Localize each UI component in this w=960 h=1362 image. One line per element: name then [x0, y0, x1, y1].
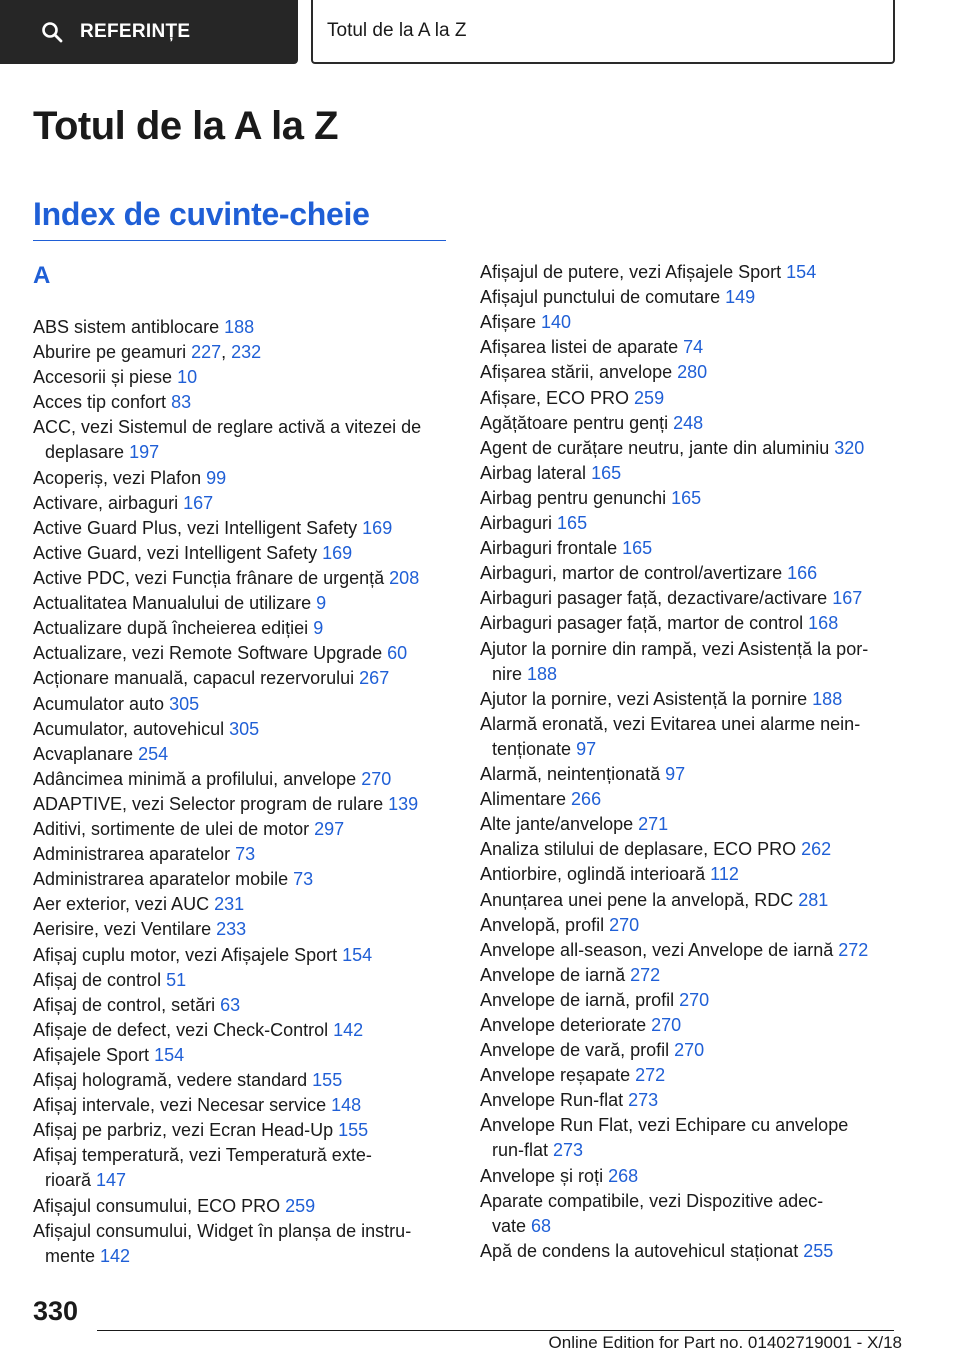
- index-entry: [480, 260, 900, 285]
- page-link[interactable]: 297: [314, 819, 345, 839]
- page-link[interactable]: 188: [224, 317, 255, 337]
- index-entry: [480, 837, 900, 862]
- page-link[interactable]: 208: [389, 568, 420, 588]
- index-entry: [480, 511, 900, 536]
- page-link[interactable]: 148: [331, 1095, 362, 1116]
- index-entry-text: Acționare manuală, capacul rezervorului: [33, 668, 360, 689]
- index-entry: [480, 561, 900, 586]
- index-entry: [480, 461, 900, 486]
- index-entry: [480, 913, 900, 938]
- page-link[interactable]: 271: [638, 814, 669, 835]
- page-link[interactable]: 188: [527, 663, 558, 684]
- index-entry: [480, 888, 900, 913]
- page-link[interactable]: 320: [834, 437, 865, 458]
- index-entry-text: Activare, airbaguri: [33, 492, 184, 513]
- page-link[interactable]: 266: [571, 789, 602, 810]
- page-link[interactable]: 270: [651, 1015, 682, 1035]
- page-title: Totul de la A la Z: [33, 104, 339, 148]
- index-entry: [33, 1143, 453, 1193]
- page-link[interactable]: 97: [665, 764, 686, 784]
- index-entry-text: Alimentare: [480, 789, 572, 810]
- index-entry-text: Anvelope de iarnă: [480, 964, 631, 985]
- section-title: Index de cuvinte-cheie: [33, 196, 370, 232]
- index-entry-text: Afișajul punctului de comutare: [480, 287, 726, 308]
- index-entry-text: Actualizare după încheierea ediției: [33, 618, 314, 639]
- index-entry-text: nire: [492, 663, 528, 684]
- chapter-tab-label: Totul de la A la Z: [327, 20, 467, 41]
- index-entry-text: Acvaplanare: [33, 743, 139, 764]
- index-entry-text: Anvelope de vară, profil: [480, 1040, 675, 1061]
- index-entry-text: Aburire pe geamuri: [33, 342, 192, 363]
- index-entry-text: ADAPTIVE, vezi Selector program de rulare: [33, 793, 389, 814]
- page-link[interactable]: 254: [138, 743, 169, 764]
- index-entry-text: Airbaguri pasager față, martor de control: [480, 613, 809, 634]
- section-divider: [33, 240, 446, 241]
- index-entry: [33, 491, 453, 516]
- index-entry: [33, 516, 453, 541]
- index-entry-text: Afișaj de control, setări: [33, 994, 221, 1015]
- page-link[interactable]: 51: [166, 969, 187, 990]
- index-entry: [480, 637, 900, 687]
- index-entry: [33, 616, 453, 641]
- index-entry-text: Anunțarea unei pene la anvelopă, RDC: [480, 889, 799, 910]
- index-entry: [480, 963, 900, 988]
- index-entry: [33, 842, 453, 867]
- index-entry-text: Aer exterior, vezi AUC: [33, 894, 215, 915]
- index-entry-text: Anvelope de iarnă, profil: [480, 989, 680, 1010]
- index-entry: [480, 611, 900, 636]
- index-entry: [480, 1189, 900, 1239]
- page-link[interactable]: 155: [338, 1120, 369, 1141]
- index-entry: [480, 360, 900, 385]
- index-entry-text: Anvelope all-season, vezi Anvelope de iarnă: [480, 939, 839, 960]
- page-link[interactable]: 97: [576, 738, 597, 759]
- index-entry-text: Afișaj cuplu motor, vezi Afișajele Sport: [33, 944, 343, 965]
- index-entry: [480, 988, 900, 1013]
- index-entry: [480, 812, 900, 837]
- references-tab[interactable]: [0, 0, 298, 64]
- page-link[interactable]: 165: [557, 513, 588, 533]
- index-entry-text: Analiza stilului de deplasare, ECO PRO: [480, 839, 802, 860]
- index-entry-text: ACC, vezi Sistemul de reglare activă a vitezei de: [33, 417, 422, 438]
- page-link[interactable]: 305: [169, 693, 200, 714]
- page-link[interactable]: 188: [812, 688, 843, 709]
- index-entry: [480, 938, 900, 963]
- search-icon: [40, 20, 64, 44]
- page-link[interactable]: 270: [609, 914, 640, 935]
- index-entry: [480, 310, 900, 335]
- index-entry: [480, 1239, 900, 1264]
- index-entry: [480, 386, 900, 411]
- index-entry: [480, 1013, 900, 1038]
- index-entry-text: Acumulator auto: [33, 693, 170, 714]
- page-link[interactable]: 83: [171, 392, 192, 413]
- page-link[interactable]: 281: [798, 889, 829, 910]
- index-entry: [33, 415, 453, 465]
- page-link[interactable]: 68: [531, 1215, 552, 1236]
- index-entry-text: Afișare: [480, 312, 542, 333]
- page-link[interactable]: 232: [231, 342, 262, 363]
- page-link[interactable]: 74: [683, 337, 704, 358]
- index-entry: [33, 767, 453, 792]
- index-entry-text: Airbaguri pasager față, dezactivare/activare: [480, 588, 833, 609]
- index-entry-text: Acces tip confort: [33, 392, 172, 413]
- index-entry-text: Aparate compatibile, vezi Dispozitive adec-: [480, 1190, 824, 1211]
- page-link[interactable]: 248: [673, 412, 704, 433]
- page-link[interactable]: 9: [316, 593, 327, 614]
- index-entry-text: Anvelope Run Flat, vezi Echipare cu anvelope: [480, 1115, 849, 1136]
- page-link[interactable]: 262: [801, 839, 832, 860]
- index-entry: [33, 742, 453, 767]
- index-entry-text: Agent de curățare neutru, jante din aluminiu: [480, 437, 835, 458]
- page-link[interactable]: 227: [191, 342, 222, 363]
- page-link[interactable]: 267: [359, 668, 390, 689]
- index-entry: [480, 1088, 900, 1113]
- page-link[interactable]: 165: [671, 487, 702, 508]
- index-entry-text: Alte jante/anvelope: [480, 814, 639, 835]
- index-entry: [480, 712, 900, 762]
- page-link[interactable]: 73: [293, 869, 314, 890]
- index-entry-text: deplasare: [45, 442, 130, 463]
- index-entry-text: Afișaj pe parbriz, vezi Ecran Head-Up: [33, 1120, 339, 1141]
- index-entry: [480, 687, 900, 712]
- page-link[interactable]: 154: [786, 262, 817, 282]
- index-entry-text: Apă de condens la autovehicul staționat: [480, 1240, 804, 1261]
- index-entry-text: Afișaj temperatură, vezi Temperatură exte-: [33, 1145, 372, 1166]
- page-link[interactable]: 270: [361, 768, 392, 789]
- index-entry: [480, 862, 900, 887]
- page-link[interactable]: 140: [541, 312, 572, 333]
- index-entry: [480, 1113, 900, 1163]
- index-entry-text: Active PDC, vezi Funcția frânare de urgență: [33, 568, 390, 588]
- index-entry-text: Afișajul consumului, Widget în planșa de instru-: [33, 1220, 412, 1241]
- index-entry-text: Airbaguri frontale: [480, 538, 623, 559]
- index-entry: [33, 365, 453, 390]
- index-entry-text: Administrarea aparatelor mobile: [33, 869, 294, 890]
- index-entry: [33, 1219, 453, 1269]
- page-link[interactable]: 63: [220, 994, 241, 1015]
- page-link[interactable]: 99: [206, 467, 227, 488]
- chapter-tab[interactable]: [311, 0, 895, 64]
- page-link[interactable]: 142: [333, 1019, 364, 1040]
- page-link[interactable]: 280: [677, 362, 708, 383]
- index-entry: [480, 586, 900, 611]
- page-link[interactable]: 165: [591, 462, 622, 483]
- page-link[interactable]: 165: [622, 538, 653, 559]
- index-entry-text: Airbaguri: [480, 513, 558, 533]
- page-link[interactable]: 142: [100, 1245, 131, 1266]
- page-link[interactable]: 155: [312, 1070, 343, 1090]
- page-link[interactable]: 149: [725, 287, 756, 308]
- page-link[interactable]: 10: [177, 367, 198, 388]
- page-link[interactable]: 231: [214, 894, 245, 915]
- index-entry: [33, 968, 453, 993]
- index-entry-text: Anvelopă, profil: [480, 914, 610, 935]
- index-entry-text: Airbag lateral: [480, 462, 592, 483]
- page-link[interactable]: 147: [96, 1170, 127, 1191]
- index-entry-text: Alarmă, neintenționată: [480, 764, 666, 784]
- index-entry-text: Adâncimea minimă a profilului, anvelope: [33, 768, 362, 789]
- index-entry-text: Active Guard, vezi Intelligent Safety: [33, 542, 323, 563]
- index-entry: [33, 541, 453, 566]
- index-entry-text: Anvelope Run-flat: [480, 1090, 629, 1111]
- index-entry-text: Anvelope deteriorate: [480, 1015, 652, 1035]
- index-entry-text: Antiorbire, oglindă interioară: [480, 864, 711, 885]
- index-letter: A: [33, 262, 51, 289]
- edition-note: Online Edition for Part no. 01402719001 - X/18: [548, 1333, 902, 1352]
- page-link[interactable]: 169: [322, 542, 353, 563]
- index-entry-text: Afișarea listei de aparate: [480, 337, 684, 358]
- page-link[interactable]: 168: [808, 613, 839, 634]
- index-entry: [33, 641, 453, 666]
- index-entry-text: tenționate: [492, 738, 577, 759]
- index-entry-text: Ajutor la pornire, vezi Asistență la pornire: [480, 688, 813, 709]
- index-entry: Aburire pe geamuri 227, 232: [33, 342, 262, 363]
- index-entry-text: Ajutor la pornire din rampă, vezi Asistență la por-: [480, 638, 869, 659]
- page-link[interactable]: 233: [216, 919, 247, 940]
- index-entry-text: mente: [45, 1245, 101, 1266]
- page-link[interactable]: 139: [388, 793, 419, 814]
- page-link[interactable]: 73: [235, 844, 256, 865]
- page-number: 330: [33, 1296, 79, 1326]
- index-entry: [33, 315, 453, 340]
- index-entry-text: Airbag pentru genunchi: [480, 487, 672, 508]
- page-link[interactable]: 9: [313, 618, 324, 639]
- footer-divider: [97, 1330, 894, 1331]
- index-entry-text: Aerisire, vezi Ventilare: [33, 919, 217, 940]
- index-entry: [480, 762, 900, 787]
- index-entry: [33, 892, 453, 917]
- index-entry-text: Aditivi, sortimente de ulei de motor: [33, 819, 315, 839]
- index-entry: [33, 566, 453, 591]
- index-entry-text: Agățătoare pentru genți: [480, 412, 674, 433]
- index-entry: [33, 1068, 453, 1093]
- index-entry-text: Actualitatea Manualului de utilizare: [33, 593, 317, 614]
- index-entry-text: Afișajul consumului, ECO PRO: [33, 1195, 286, 1216]
- index-entry: [33, 917, 453, 942]
- index-entry: [33, 1018, 453, 1043]
- index-entry-text: Anvelope reșapate: [480, 1065, 636, 1086]
- page-link[interactable]: 154: [342, 944, 373, 965]
- page-link[interactable]: 272: [838, 939, 869, 960]
- index-entry: [33, 817, 453, 842]
- index-entry-text: Acoperiș, vezi Plafon: [33, 467, 207, 488]
- index-entry: [33, 717, 453, 742]
- index-entry-text: Afișare, ECO PRO: [480, 387, 635, 408]
- page-link[interactable]: 268: [608, 1165, 639, 1186]
- index-entry: [480, 411, 900, 436]
- index-entry-text: Afișajele Sport: [33, 1044, 155, 1065]
- page-link[interactable]: 272: [630, 964, 661, 985]
- index-entry: [33, 466, 453, 491]
- index-entry-text: Administrarea aparatelor: [33, 844, 236, 865]
- page-link[interactable]: 169: [362, 517, 393, 538]
- index-entry: [480, 536, 900, 561]
- index-entry-text: Acumulator, autovehicul: [33, 718, 230, 739]
- index-entry-text: Afișajul de putere, vezi Afișajele Sport: [480, 262, 787, 282]
- index-entry-text: Alarmă eronată, vezi Evitarea unei alarme nein-: [480, 713, 861, 734]
- index-entry-text: Afișaje de defect, vezi Check-Control: [33, 1019, 334, 1040]
- index-entry-text: Afișaj de control: [33, 969, 167, 990]
- header: [0, 0, 960, 66]
- index-entry: [33, 591, 453, 616]
- index-entry: [480, 1164, 900, 1189]
- page-link[interactable]: 270: [679, 989, 710, 1010]
- references-tab-label: REFERINȚE: [80, 21, 191, 42]
- index-entry-text: Actualizare, vezi Remote Software Upgrade: [33, 643, 388, 664]
- index-entry: [33, 692, 453, 717]
- page-link[interactable]: 259: [285, 1195, 316, 1216]
- page-link[interactable]: 167: [183, 492, 214, 513]
- index-entry: [33, 1043, 453, 1068]
- page-link[interactable]: 154: [154, 1044, 185, 1065]
- index-entry-text: Afișarea stării, anvelope: [480, 362, 678, 383]
- index-entry-text: Afișaj hologramă, vedere standard: [33, 1070, 313, 1090]
- page-link[interactable]: 197: [129, 442, 160, 463]
- page-link[interactable]: 255: [803, 1240, 834, 1261]
- page-link[interactable]: 167: [832, 588, 863, 609]
- index-entry: [33, 390, 453, 415]
- index-entry-text: vate: [492, 1215, 532, 1236]
- index-entry: [33, 792, 453, 817]
- index-entry-text: Airbaguri, martor de control/avertizare: [480, 563, 788, 584]
- index-entry: [33, 1093, 453, 1118]
- page-link[interactable]: 273: [553, 1140, 584, 1161]
- index-entry: [33, 867, 453, 892]
- index-entry: [33, 943, 453, 968]
- index-entry: [33, 1194, 453, 1219]
- page-link[interactable]: 60: [387, 643, 408, 664]
- page-link[interactable]: 112: [710, 864, 739, 885]
- index-entry-text: run-flat: [492, 1140, 554, 1161]
- index-entry: [33, 1118, 453, 1143]
- page-link[interactable]: 272: [635, 1065, 666, 1086]
- page-link[interactable]: 273: [628, 1090, 659, 1111]
- index-entry: [33, 993, 453, 1018]
- index-entry: [480, 335, 900, 360]
- index-entry: [480, 486, 900, 511]
- index-entry-text: rioară: [45, 1170, 97, 1191]
- index-entry-text: Active Guard Plus, vezi Intelligent Safety: [33, 517, 363, 538]
- index-entry-text: Accesorii și piese: [33, 367, 178, 388]
- page-link[interactable]: 166: [787, 563, 818, 584]
- index-entry: [33, 666, 453, 691]
- index-entry: [480, 787, 900, 812]
- page-link[interactable]: 305: [229, 718, 260, 739]
- index-entry-text: Afișaj intervale, vezi Necesar service: [33, 1095, 332, 1116]
- index-entry-text: Anvelope și roți: [480, 1165, 609, 1186]
- index-entry: [480, 1038, 900, 1063]
- index-entry-text: ABS sistem antiblocare: [33, 317, 225, 337]
- page-link[interactable]: 270: [674, 1040, 705, 1061]
- index-entry: [480, 285, 900, 310]
- index-entry: [480, 436, 900, 461]
- index-entry: [480, 1063, 900, 1088]
- page-link[interactable]: 259: [634, 387, 665, 408]
